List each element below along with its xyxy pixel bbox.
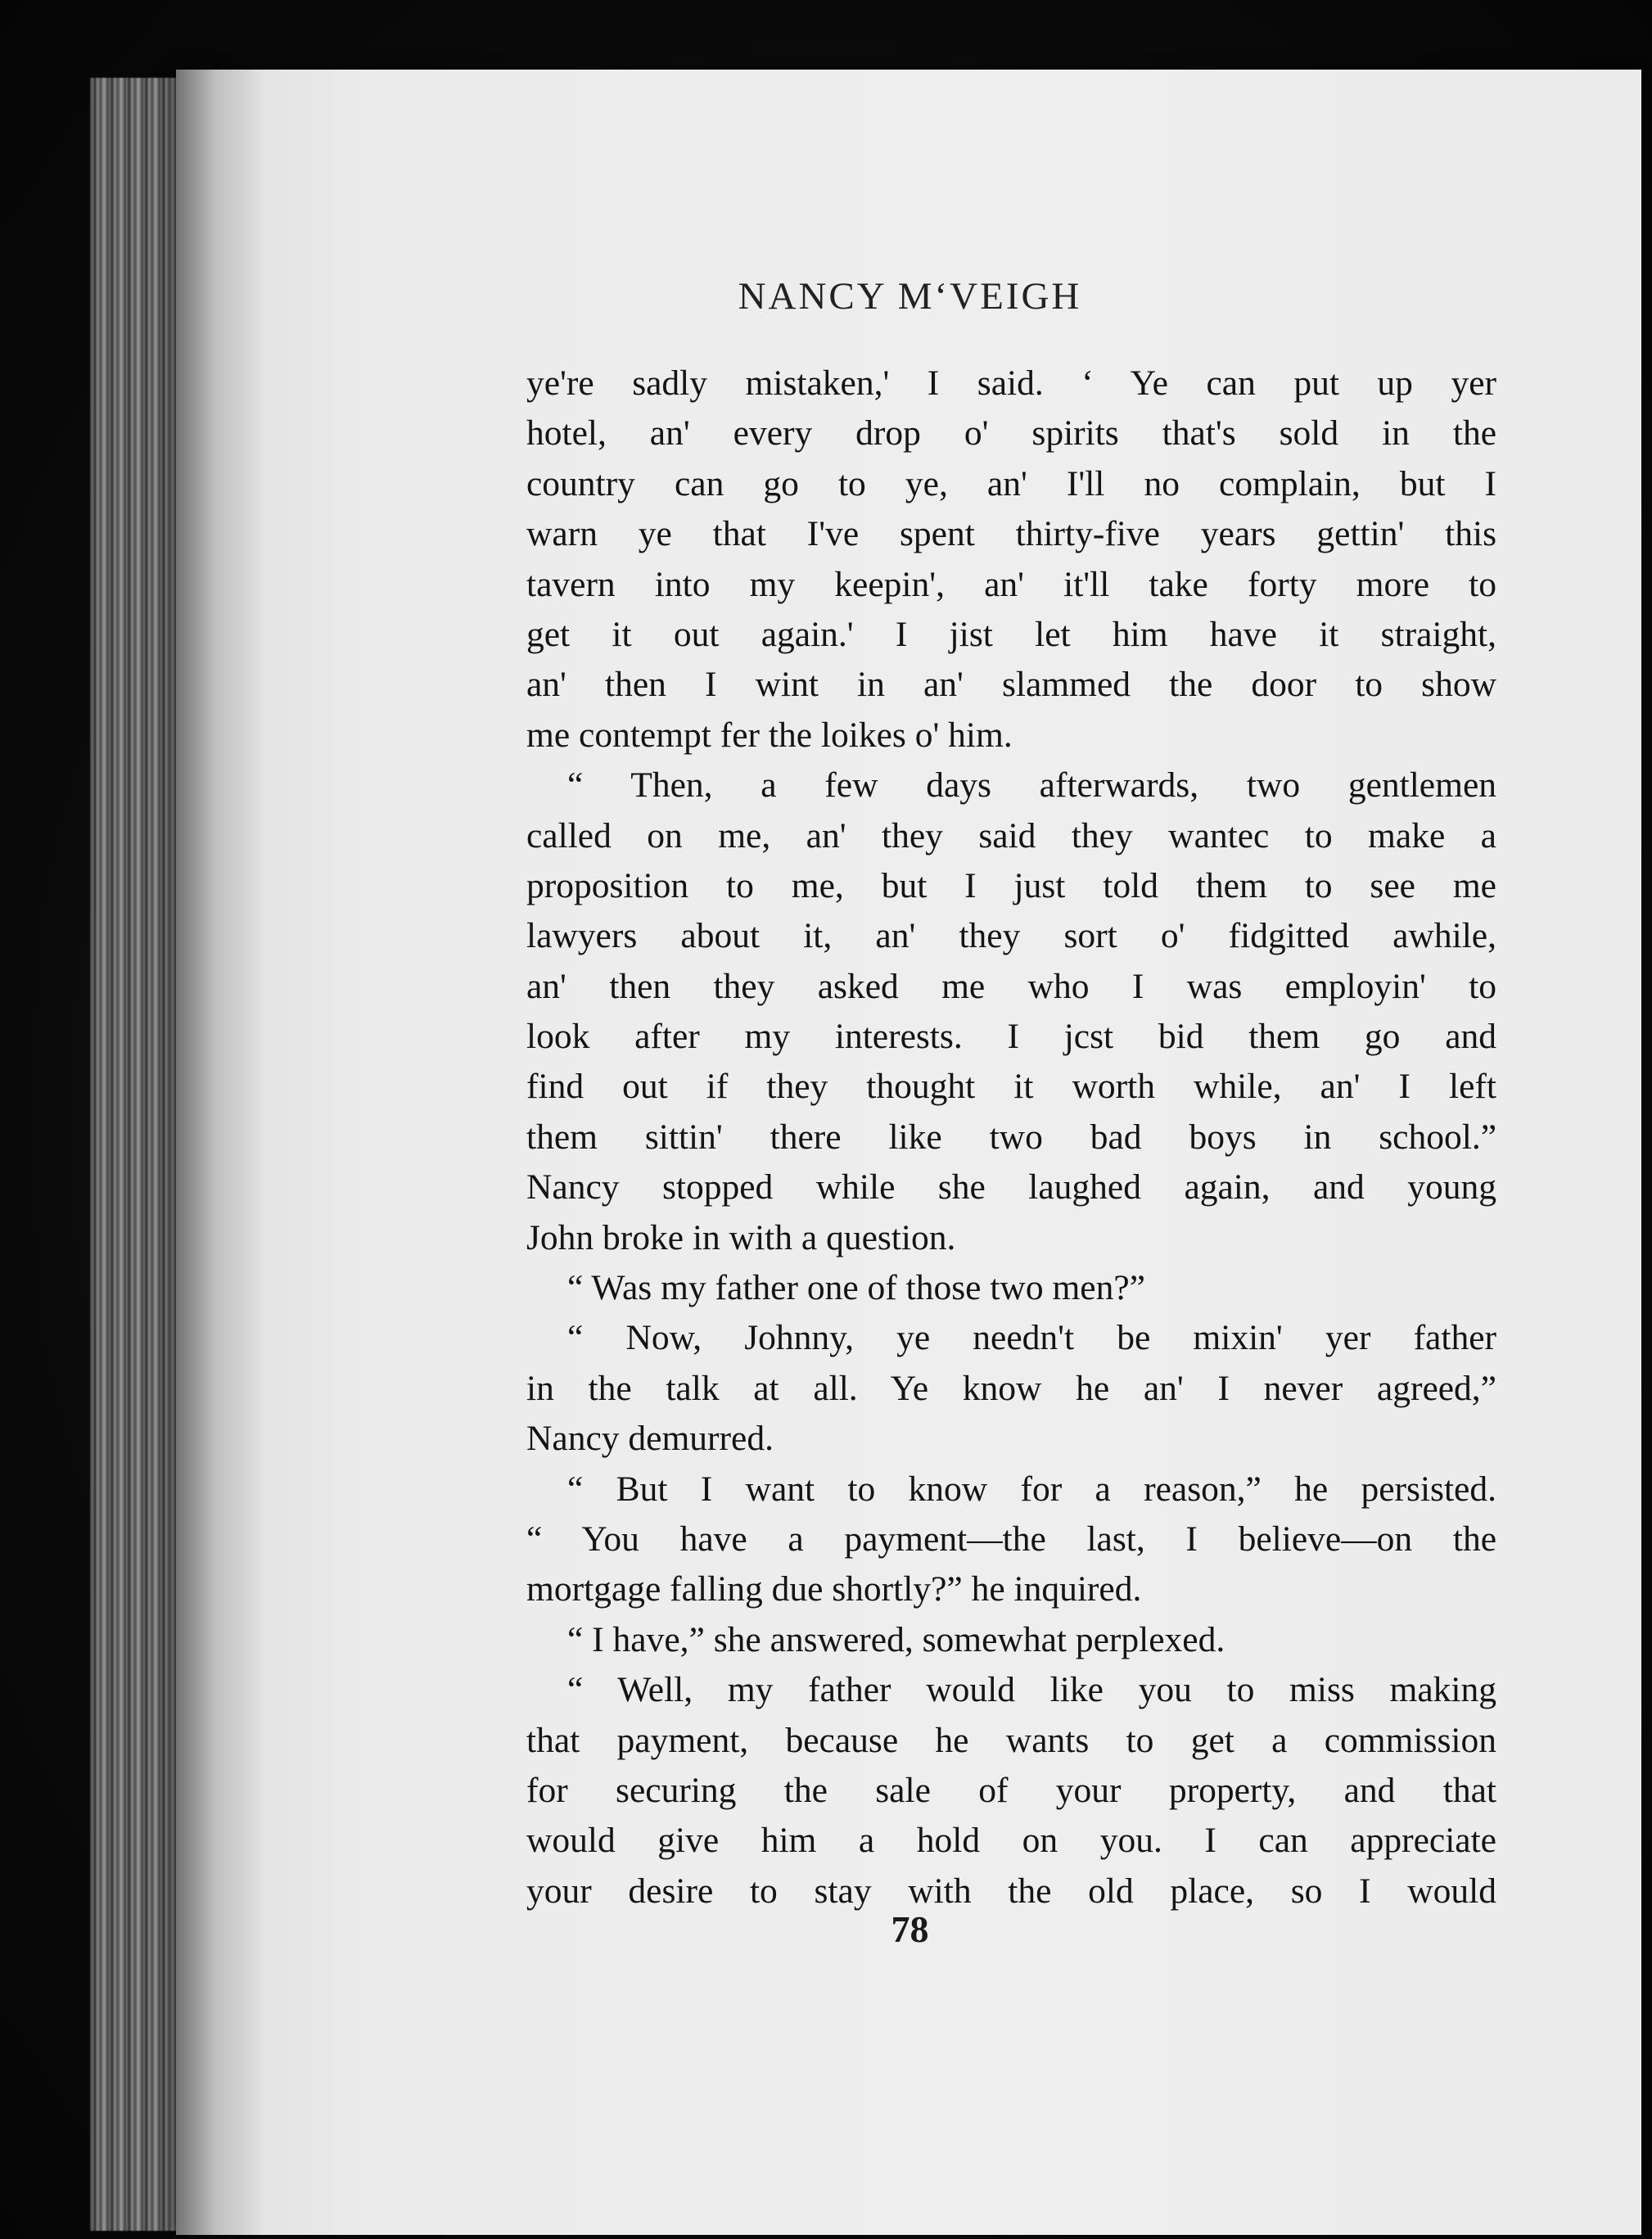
- text-line: mortgage falling due shortly?” he inquired.: [526, 1569, 1142, 1609]
- text-line: “ But I want to know for a reason,” he persisted.: [567, 1469, 1496, 1509]
- text-line: John broke in with a question.: [526, 1217, 956, 1257]
- text-line: “ Then, a few days afterwards, two gentlemen: [567, 765, 1496, 806]
- text-line: “ You have a payment—the last, I believe—on the: [526, 1519, 1496, 1559]
- text-line: “ Well, my father would like you to miss making: [567, 1670, 1496, 1710]
- text-line: find out if they thought it worth while, an' I left: [526, 1067, 1496, 1107]
- text-line: in the talk at all. Ye know he an' I never agreed,”: [526, 1368, 1496, 1408]
- text-line: “ Now, Johnny, ye needn't be mixin' yer father: [567, 1318, 1496, 1358]
- text-line: that payment, because he wants to get a commission: [526, 1720, 1496, 1760]
- text-line: an' then they asked me who I was employin' to: [526, 966, 1496, 1006]
- text-line: lawyers about it, an' they sort o' fidgitted awhile,: [526, 916, 1496, 956]
- text-line: “ Was my father one of those two men?”: [567, 1268, 1145, 1308]
- text-line: called on me, an' they said they wantec to make a: [526, 815, 1496, 855]
- text-line: an' then I wint in an' slammed the door to show: [526, 665, 1496, 705]
- text-line: hotel, an' every drop o' spirits that's sold in the: [526, 413, 1496, 454]
- text-line: warn ye that I've spent thirty-five years gettin' this: [526, 514, 1496, 554]
- text-line: them sittin' there like two bad boys in school.”: [526, 1117, 1496, 1157]
- body-text: [526, 359, 1496, 1916]
- text-line: country can go to ye, an' I'll no complain, but I: [526, 463, 1496, 503]
- text-line: Nancy stopped while she laughed again, and young: [526, 1167, 1496, 1208]
- text-line: would give him a hold on you. I can appreciate: [526, 1821, 1496, 1861]
- text-line: me contempt fer the loikes o' him.: [526, 715, 1013, 755]
- page-number: 78: [891, 1908, 929, 1950]
- text-line: for securing the sale of your property, and that: [526, 1770, 1496, 1810]
- text-line: look after my interests. I jcst bid them go and: [526, 1017, 1496, 1057]
- text-line: ye're sadly mistaken,' I said. ‘ Ye can put up yer: [526, 363, 1496, 403]
- text-line: Nancy demurred.: [526, 1419, 774, 1459]
- text-line: tavern into my keepin', an' it'll take forty more to: [526, 564, 1496, 604]
- text-line: get it out again.' I jist let him have it straight,: [526, 614, 1496, 654]
- text-line: your desire to stay with the old place, so I would: [526, 1871, 1496, 1911]
- running-head: NANCY M‘VEIGH: [738, 275, 1082, 318]
- text-line: proposition to me, but I just told them to see me: [526, 865, 1496, 905]
- text-line: “ I have,” she answered, somewhat perplexed.: [567, 1619, 1225, 1659]
